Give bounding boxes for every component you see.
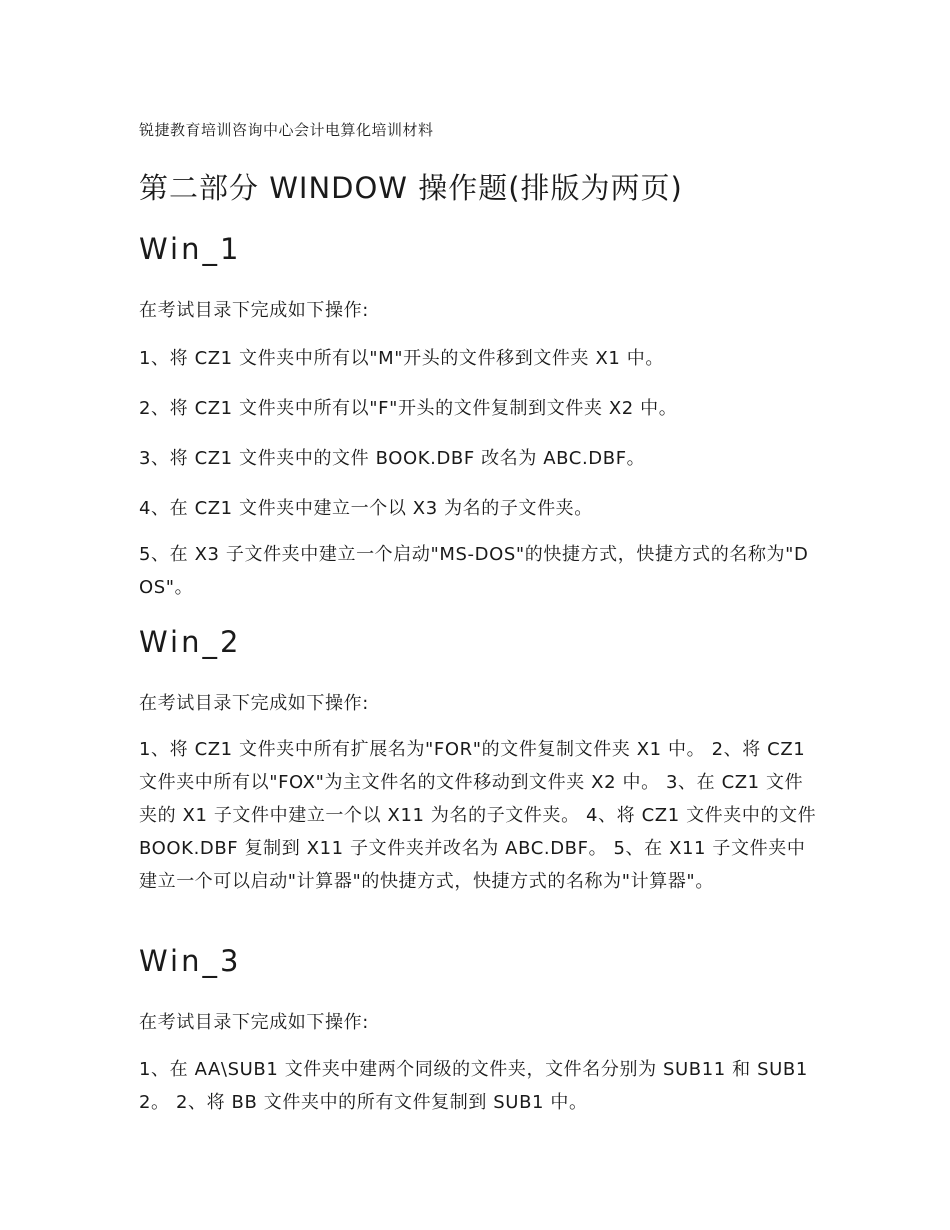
list-item: 2、将 CZ1 文件夹中所有以"F"开头的文件复制到文件夹 X2 中。 (139, 398, 678, 419)
section-intro-win2: 在考试目录下完成如下操作: (139, 693, 369, 714)
list-item: 1、将 CZ1 文件夹中所有以"M"开头的文件移到文件夹 X1 中。 (139, 348, 664, 369)
section-paragraph-win2: 1、将 CZ1 文件夹中所有扩展名为"FOR"的文件复制文件夹 X1 中。 2、将 CZ1 文件夹中所有以"FOX"为主文件名的文件移动到文件夹 X2 中。 3、在 CZ1 文件夹的 X1 子文件中建立一个以 X11 为名的子文件夹。 4、将 CZ1 文件夹中的文件 BOOK.DBF 复制到 X11 子文件夹并改名为 ABC.DBF。 5、在 X11 子文件夹中建立一个可以启动"计算器"的快捷方式，快捷方式的名称为"计算器"。 (139, 739, 817, 892)
list-item: 4、在 CZ1 文件夹中建立一个以 X3 为名的子文件夹。 (139, 498, 593, 519)
section-intro-win1: 在考试目录下完成如下操作: (139, 300, 369, 321)
section-intro-win3: 在考试目录下完成如下操作: (139, 1012, 369, 1033)
list-item: 3、将 CZ1 文件夹中的文件 BOOK.DBF 改名为 ABC.DBF。 (139, 448, 646, 469)
page-header: 锐捷教育培训咨询中心会计电算化培训材料 (139, 121, 434, 139)
section-heading-win1: Win_1 (139, 232, 242, 266)
page-title: 第二部分 WINDOW 操作题(排版为两页) (139, 171, 683, 205)
section-heading-win3: Win_3 (139, 944, 242, 978)
list-item: 5、在 X3 子文件夹中建立一个启动"MS-DOS"的快捷方式，快捷方式的名称为"DOS"。 (139, 544, 809, 598)
section-heading-win2: Win_2 (139, 625, 242, 659)
section-paragraph-win3: 1、在 AA\SUB1 文件夹中建两个同级的文件夹，文件名分别为 SUB11 和 SUB12。 2、将 BB 文件夹中的所有文件复制到 SUB1 中。 (139, 1059, 808, 1113)
